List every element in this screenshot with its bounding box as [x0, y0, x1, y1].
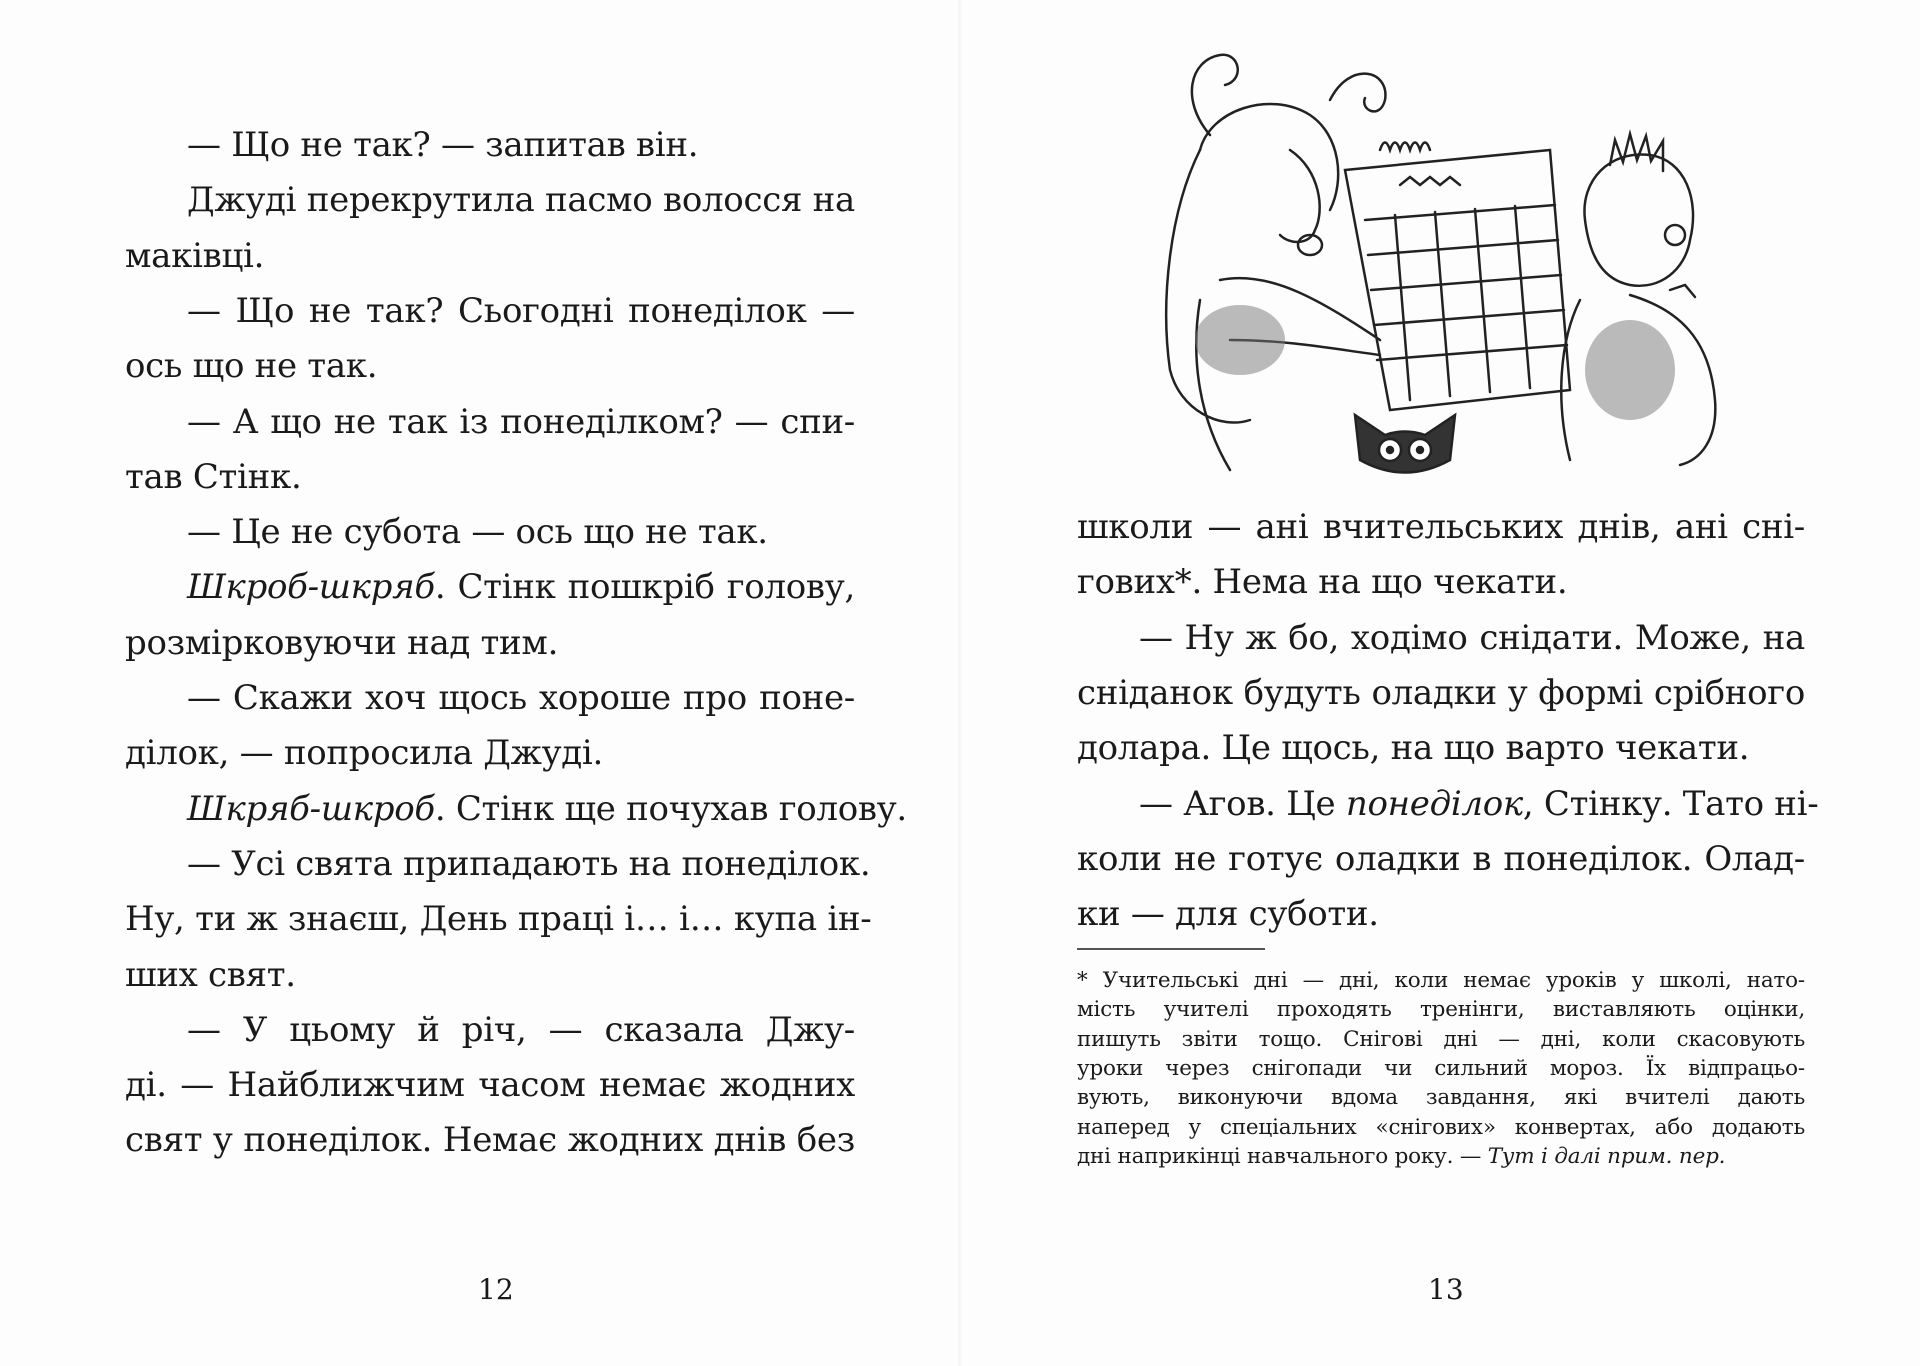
text-span: Ну, ти ж знаєш, День праці і… і… купа ін-: [125, 899, 872, 940]
text-span: — Що не так? Сьогодні понеділок —: [187, 290, 855, 331]
illustration-judy-stink-calendar: [1140, 40, 1755, 490]
text-line: [125, 892, 872, 947]
footnote-line: [1077, 995, 1805, 1024]
right-page: [1077, 0, 1819, 1366]
text-line: [125, 726, 855, 781]
footnote-line: [1077, 1025, 1805, 1054]
text-line: [125, 948, 855, 1003]
text-line: [1077, 721, 1805, 776]
text-span: маківці.: [125, 235, 265, 276]
text-line: [125, 118, 855, 173]
text-span: школи — ані вчительських днів, ані сні-: [1077, 507, 1805, 547]
text-span: — У цьому й річ, — сказала Джу-: [187, 1009, 855, 1050]
text-line: [125, 671, 855, 726]
text-span: розмірковуючи над тим.: [125, 622, 559, 663]
left-page: [125, 0, 907, 1366]
text-line: [125, 395, 855, 450]
text-span: ки — для суботи.: [1077, 894, 1379, 935]
footnote-line: [1077, 1054, 1805, 1083]
italic-text: Шкроб-шкряб: [187, 567, 435, 608]
text-line: [125, 173, 855, 228]
text-line: [125, 339, 855, 394]
text-span: — А що не так із понеділком? — спи-: [187, 401, 855, 442]
text-line: [125, 229, 855, 284]
text-line: [125, 616, 855, 671]
text-line: [125, 1113, 855, 1168]
text-line: [125, 782, 907, 837]
text-line: [1077, 611, 1805, 666]
footnote-divider: [1077, 948, 1265, 950]
text-line: [1077, 555, 1805, 610]
text-span: коли не готує оладки в понеділок. Олад-: [1077, 838, 1805, 879]
page-number: 12: [478, 1273, 514, 1306]
text-span: ді. — Найближчим часом немає жодних: [125, 1065, 855, 1106]
text-span: ділок, — попросила Джуді.: [125, 733, 603, 774]
text-span: гових*. Нема на що чекати.: [1077, 562, 1568, 603]
text-span: — Що не так? — запитав він.: [187, 125, 699, 165]
italic-text: Шкряб-шкроб: [187, 788, 435, 829]
text-line: [125, 284, 855, 339]
text-span: вують, виконуючи вдома завдання, які вчителі дають: [1077, 1085, 1805, 1111]
book-gutter: [958, 0, 962, 1366]
page-number: 13: [1428, 1273, 1464, 1306]
text-span: ось що не так.: [125, 346, 378, 387]
text-span: — Це не субота — ось що не так.: [187, 512, 768, 553]
text-span: . Стінк ще почухав голову.: [434, 788, 907, 829]
text-line: [1077, 500, 1805, 555]
text-line: [125, 1003, 855, 1058]
text-span: пишуть звіти тощо. Снігові дні — дні, коли скасовують: [1077, 1026, 1805, 1052]
text-line: [1077, 832, 1805, 887]
text-span: мість учителі проходять тренінги, виставляють оцінки,: [1077, 997, 1805, 1023]
text-line: [1077, 777, 1819, 832]
text-span: * Учительські дні — дні, коли немає уроків у школі, нато-: [1077, 968, 1805, 993]
text-span: Джуді перекрутила пасмо волосся на: [187, 180, 855, 221]
text-line: [1077, 887, 1805, 942]
text-span: — Скажи хоч щось хороше про поне-: [187, 678, 855, 718]
italic-text: понеділок: [1345, 783, 1523, 824]
text-span: уроки через снігопади чи сильний мороз. Їх відпрацьо-: [1077, 1055, 1805, 1081]
text-line: [125, 560, 855, 615]
text-span: тав Стінк.: [125, 456, 302, 497]
text-line: [125, 1058, 855, 1113]
text-line: [125, 505, 855, 560]
text-span: ших свят.: [125, 954, 296, 995]
text-span: . Стінк пошкріб голову,: [434, 567, 855, 608]
text-span: наперед у спеціальних «снігових» конвертах, або додають: [1077, 1114, 1805, 1140]
text-span: свят у понеділок. Немає жодних днів без: [125, 1120, 855, 1161]
text-line: [1077, 666, 1805, 721]
text-span: сніданок будуть оладки у формі срібного: [1077, 672, 1805, 713]
footnote-line: [1077, 1113, 1805, 1142]
italic-text: Тут і далі прим. пер.: [1487, 1143, 1726, 1169]
text-span: — Ну ж бо, ходімо снідати. Може, на: [1139, 617, 1805, 658]
footnote-line: [1077, 1142, 1805, 1171]
text-line: [125, 837, 871, 892]
footnote-line: [1077, 1083, 1805, 1112]
text-line: [125, 450, 855, 505]
text-span: , Стінку. Тато ні-: [1522, 783, 1819, 824]
footnote-line: [1077, 966, 1805, 995]
text-span: долара. Це щось, на що варто чекати.: [1077, 728, 1750, 769]
text-span: — Агов. Це: [1139, 783, 1346, 824]
text-span: дні наприкінці навчального року. —: [1077, 1143, 1488, 1169]
text-span: — Усі свята припадають на понеділок.: [187, 843, 871, 884]
